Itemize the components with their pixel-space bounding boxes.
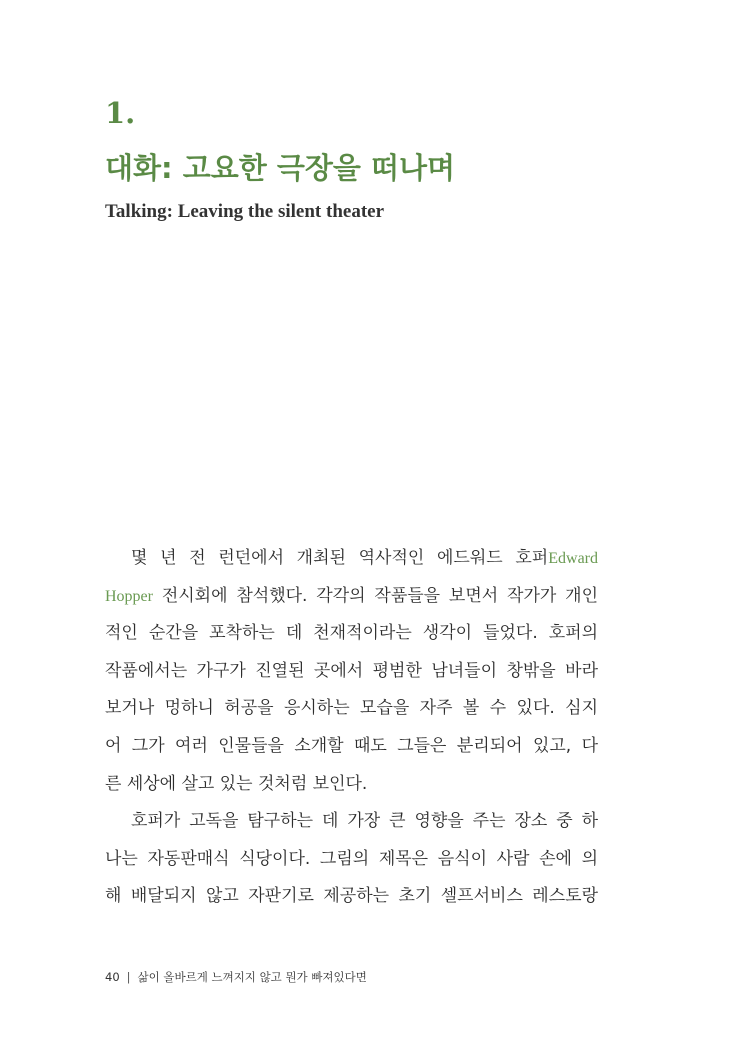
line-text: 몇 년 전 런던에서 개최된 역사적인 에드워드 호퍼 [131, 548, 549, 568]
text-line: 보거나 멍하니 허공을 응시하는 모습을 자주 볼 수 있다. 심지 [105, 698, 598, 719]
text-line: 른 세상에 살고 있는 것처럼 보인다. [105, 773, 368, 794]
text-line: 호퍼가 고독을 탐구하는 데 가장 큰 영향을 주는 장소 중 하 [131, 811, 598, 832]
chapter-title: 대화: 고요한 극장을 떠나며 [105, 151, 456, 185]
text-line: 작품에서는 가구가 진열된 곳에서 평범한 남녀들이 창밖을 바라 [105, 660, 598, 681]
text-line: 적인 순간을 포착하는 데 천재적이라는 생각이 들었다. 호퍼의 [105, 623, 598, 644]
line-text: 전시회에 참석했다. 각각의 작품들을 보면서 작가가 개인 [152, 585, 598, 606]
page-footer [105, 969, 367, 985]
body-text [105, 540, 598, 916]
text-line: 해 배달되지 않고 자판기로 제공하는 초기 셀프서비스 레스토랑 [105, 886, 598, 907]
chapter-subtitle: Talking: Leaving the silent theater [105, 201, 385, 222]
running-title: 삶이 올바르게 느껴지지 않고 뭔가 빠져있다면 [137, 970, 367, 984]
text-line: 나는 자동판매식 식당이다. 그림의 제목은 음식이 사람 손에 의 [105, 848, 598, 869]
text-line [105, 578, 598, 616]
page-number: 40 [105, 970, 120, 984]
chapter-number: 1. [105, 96, 136, 130]
footer-separator: | [126, 970, 131, 984]
text-line [105, 540, 598, 578]
text-line: 어 그가 여러 인물들을 소개할 때도 그들은 분리되어 있고, 다 [105, 735, 598, 756]
english-gloss: Hopper [105, 587, 153, 605]
english-gloss: Edward [548, 550, 598, 567]
